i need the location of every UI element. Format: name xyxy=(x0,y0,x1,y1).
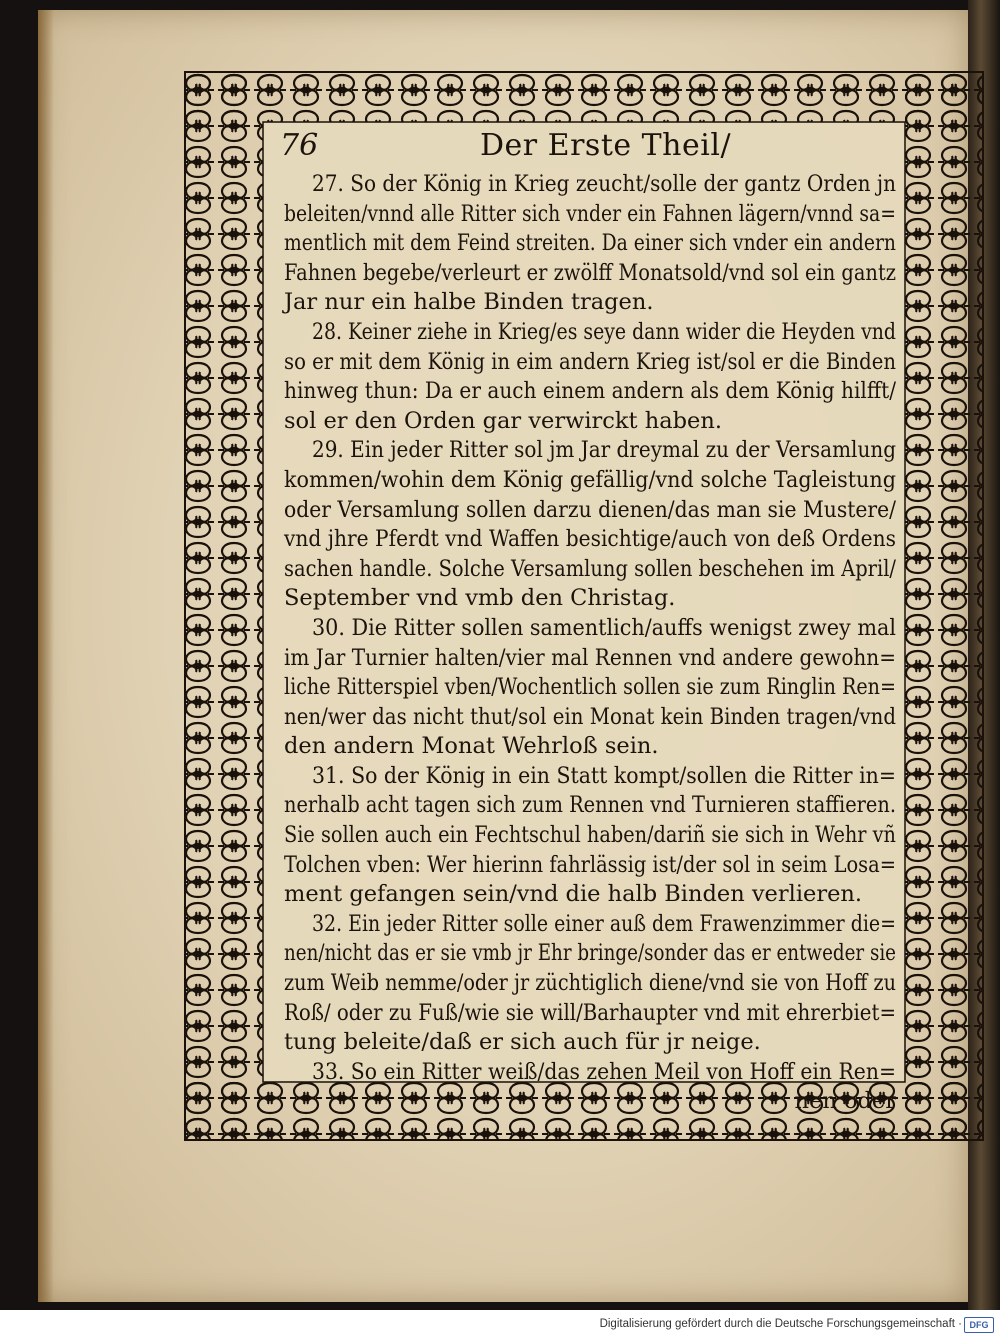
page-number: 76 xyxy=(280,128,319,163)
text-line: nen/nicht das er sie vmb jr Ehr bringe/sonder das er entweder sie xyxy=(284,940,896,967)
footer-bar xyxy=(0,1310,1000,1340)
text-line: zum Weib nemme/oder jr züchtiglich diene/vnd sie von Hoff zu xyxy=(284,970,896,997)
text-line: vnd jhre Pferdt vnd Waffen besichtige/auch von deß Ordens xyxy=(284,526,896,553)
text-line: oder Versamlung sollen darzu dienen/das man sie Mustere/ xyxy=(284,496,896,523)
text-line: sachen handle. Solche Versamlung sollen beschehen im April/ xyxy=(284,555,896,582)
text-line: sol er den Orden gar verwirckt haben. xyxy=(284,407,723,434)
text-line: 31. So der König in ein Statt kompt/sollen die Ritter in= xyxy=(312,762,896,789)
border-right xyxy=(905,72,983,1140)
text-line: im Jar Turnier halten/vier mal Rennen vnd andere gewohn= xyxy=(284,644,896,671)
text-line: hinweg thun: Da er auch einem andern als dem König hilfft/ xyxy=(284,378,896,405)
text-line: 30. Die Ritter sollen samentlich/auffs wenigst zwey mal xyxy=(312,614,896,641)
running-head: Der Erste Theil/ xyxy=(480,128,732,163)
text-line: 27. So der König in Krieg zeucht/solle der gantz Orden jn xyxy=(312,171,896,197)
text-line: den andern Monat Wehrloß sein. xyxy=(284,733,659,760)
text-line: mentlich mit dem Feind streiten. Da einer sich vnder ein andern xyxy=(284,230,896,257)
text-line: nen oder xyxy=(794,1088,896,1115)
body-text xyxy=(284,170,896,1117)
text-line: Tolchen vben: Wer hierinn fahrlässig ist/der sol in seim Losa= xyxy=(284,851,896,878)
text-line: Fahnen begebe/verleurt er zwölff Monatsold/vnd sol ein gantz xyxy=(284,259,896,286)
text-line: ment gefangen sein/vnd die halb Binden verlieren. xyxy=(284,881,863,908)
text-line: Roß/ oder zu Fuß/wie sie will/Barhaupter vnd mit ehrerbiet= xyxy=(284,999,896,1026)
text-line: liche Ritterspiel vben/Wochentlich sollen sie zum Ringlin Ren= xyxy=(284,674,896,701)
text-line: so er mit dem König in eim andern Krieg ist/sol er die Binden xyxy=(284,348,896,375)
text-line: Sie sollen auch ein Fechtschul haben/dariñ sie sich in Wehr vñ xyxy=(284,822,896,849)
text-line: Jar nur ein halbe Binden tragen. xyxy=(284,289,654,316)
text-line: nen/wer das nicht thut/sol ein Monat kein Binden tragen/vnd xyxy=(284,703,896,730)
text-line: beleiten/vnnd alle Ritter sich vnder ein Fahnen lägern/vnnd sa= xyxy=(284,200,896,227)
text-line: 29. Ein jeder Ritter sol jm Jar dreymal zu der Versamlung xyxy=(312,437,896,464)
text-line: 32. Ein jeder Ritter solle einer auß dem Frawenzimmer die= xyxy=(312,910,896,937)
text-line: tung beleite/daß er sich auch für jr neige. xyxy=(284,1029,761,1056)
digitization-credit: Digitalisierung gefördert durch die Deutsche Forschungsgemeinschaft · xyxy=(599,1318,962,1330)
text-line: September vnd vmb den Christag. xyxy=(284,585,676,612)
border-top xyxy=(185,72,983,122)
text-line: kommen/wohin dem König gefällig/vnd solche Tagleistung xyxy=(284,466,896,493)
text-line: 33. So ein Ritter weiß/das zehen Meil von Hoff ein Ren= xyxy=(312,1058,896,1085)
dfg-logo: DFG xyxy=(964,1317,994,1333)
page-header xyxy=(280,128,880,172)
border-left xyxy=(185,72,263,1140)
text-line: 28. Keiner ziehe in Krieg/es seye dann wider die Heyden vnd xyxy=(312,318,896,345)
text-line: nerhalb acht tagen sich zum Rennen vnd Turnieren staffieren. xyxy=(284,792,896,819)
